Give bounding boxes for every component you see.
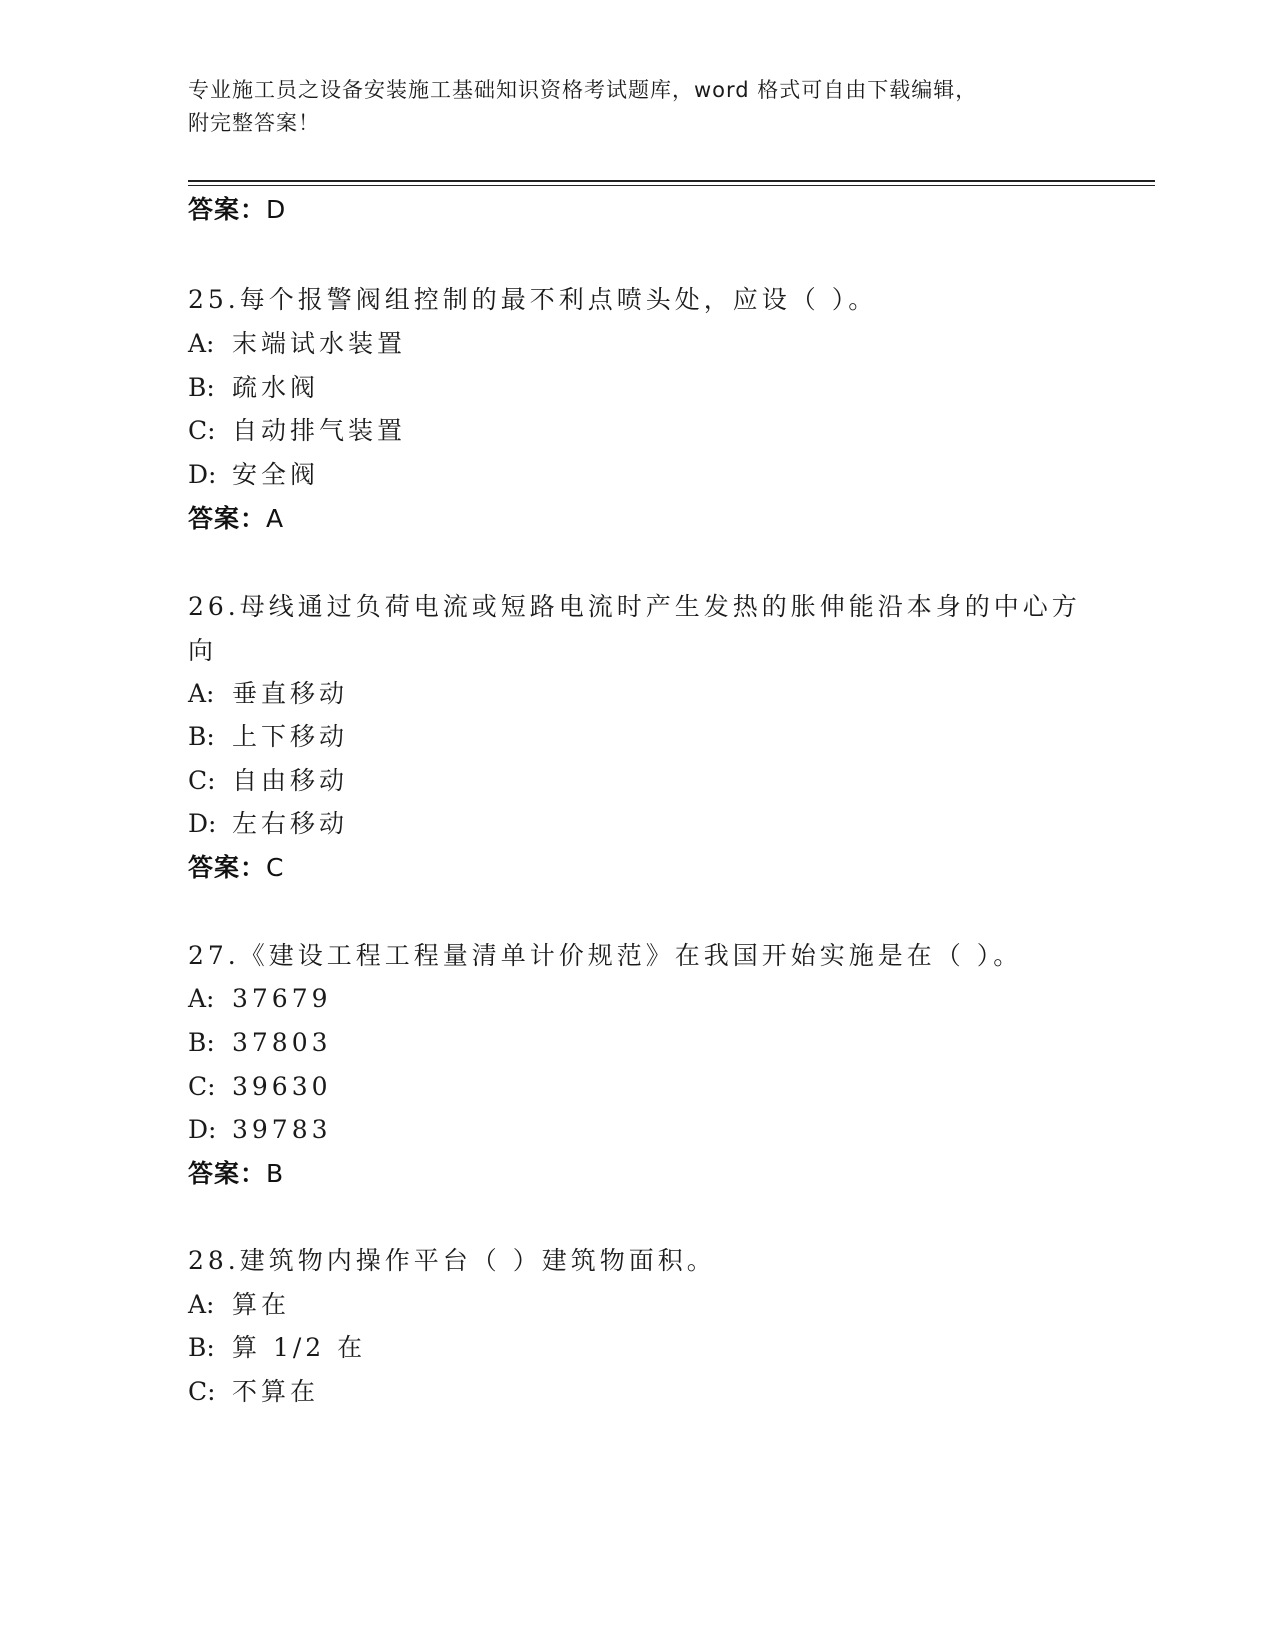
option-text: 上下移动 [232,722,349,751]
option-line [188,677,348,711]
option-key: B: [188,1028,215,1057]
option-line [188,1288,290,1322]
answer-line [188,851,284,885]
option-line [188,1026,332,1060]
answer-label: 答案： [188,195,267,224]
option-line [188,764,348,798]
answer-value: C [266,853,285,882]
option-key: C: [188,416,216,445]
option-key: D: [188,809,217,838]
option-key: B: [188,722,215,751]
option-text: 算 1/2 在 [232,1333,367,1362]
answer-label: 答案： [188,504,267,533]
header-rule-thick [188,180,1155,182]
option-line [188,414,406,448]
option-text: 不算在 [232,1377,320,1406]
question-stem: 26.母线通过负荷电流或短路电流时产生发热的胀伸能沿本身的中心方 [188,592,1081,621]
option-line [188,982,332,1016]
question-stem: 25.每个报警阀组控制的最不利点喷头处，应设（ ）。 [188,285,878,314]
option-text: 自由移动 [232,766,349,795]
option-text: 安全阀 [232,460,320,489]
header-line-2: 附完整答案！ [188,111,320,135]
option-key: B: [188,1333,215,1362]
option-text: 算在 [232,1290,291,1319]
answer-label: 答案： [188,853,267,882]
option-text: 疏水阀 [232,373,320,402]
header-line-1: 专业施工员之设备安装施工基础知识资格考试题库，word 格式可自由下载编辑， [188,78,978,102]
option-line [188,327,406,361]
option-key: C: [188,1072,216,1101]
option-text: 37679 [232,984,332,1013]
option-line [188,458,319,492]
option-line [188,1070,332,1104]
answer-line [188,502,284,536]
option-key: D: [188,460,217,489]
option-text: 左右移动 [232,809,349,838]
option-key: B: [188,373,215,402]
option-line [188,1113,332,1147]
option-line [188,807,348,841]
question-stem-continued: 向 [188,636,218,665]
answer-value: D [266,195,287,224]
option-line [188,720,348,754]
option-text: 39630 [232,1072,332,1101]
answer-line [188,193,286,227]
question-stem: 28.建筑物内操作平台（ ）建筑物面积。 [188,1246,716,1275]
option-key: D: [188,1115,217,1144]
option-key: A: [188,679,215,708]
option-key: A: [188,1290,215,1319]
answer-line [188,1157,284,1191]
option-key: C: [188,1377,216,1406]
answer-label: 答案： [188,1159,267,1188]
option-key: A: [188,984,215,1013]
option-line [188,371,319,405]
option-text: 37803 [232,1028,332,1057]
option-text: 末端试水装置 [232,329,407,358]
option-text: 自动排气装置 [232,416,407,445]
answer-value: A [266,504,285,533]
option-key: C: [188,766,216,795]
option-text: 39783 [232,1115,332,1144]
header-rule-thin [188,185,1155,186]
option-key: A: [188,329,215,358]
option-line [188,1331,366,1365]
option-line [188,1375,319,1409]
question-stem: 27.《建设工程工程量清单计价规范》在我国开始实施是在（ ）。 [188,941,1023,970]
document-header [188,74,1088,140]
option-text: 垂直移动 [232,679,349,708]
answer-value: B [266,1159,285,1188]
